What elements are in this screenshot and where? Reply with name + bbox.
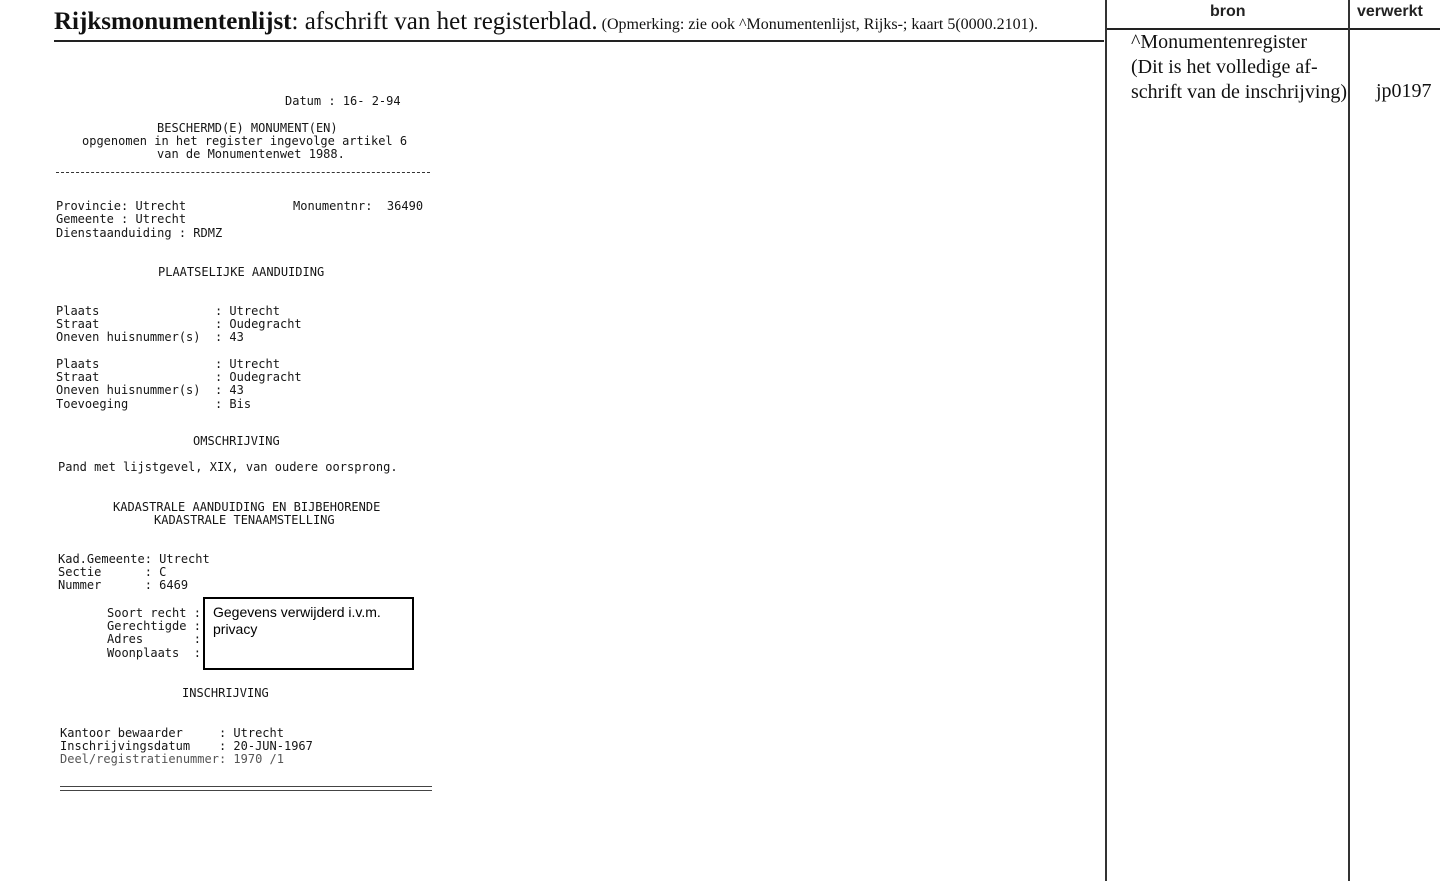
bron-line: (Dit is het volledige af-	[1131, 56, 1318, 78]
rechten-line: Soort recht :	[107, 606, 201, 620]
intro-line-2: opgenomen in het register ingevolge artikel 6	[82, 134, 408, 148]
end-double-rule	[60, 786, 432, 791]
address-line: Straat : Oudegracht	[56, 370, 302, 385]
kadastrale-line: Kad.Gemeente: Utrecht	[58, 552, 210, 566]
address-line: Toevoeging : Bis	[56, 396, 252, 411]
address-block-2	[56, 358, 302, 411]
dashed-separator	[56, 172, 430, 173]
address-line: Plaats : Utrecht	[56, 304, 280, 318]
plaatselijke-heading: PLAATSELIJKE AANDUIDING	[158, 265, 325, 279]
intro-line-1: BESCHERMD(E) MONUMENT(EN)	[157, 121, 338, 135]
address-block-1	[56, 305, 302, 345]
inschrijving-block	[60, 727, 313, 767]
bron-column-divider	[1105, 0, 1107, 881]
kadastrale-heading-1: KADASTRALE AANDUIDING EN BIJBEHORENDE	[113, 500, 381, 514]
header-rule	[54, 40, 1104, 42]
title-rest: : afschrift van het registerblad.	[291, 8, 598, 35]
document-date: Datum : 16- 2-94	[285, 94, 401, 108]
inschrijving-line: Inschrijvingsdatum : 20-JUN-1967	[60, 739, 313, 754]
rechten-labels	[107, 607, 201, 660]
verwerkt-column-label: verwerkt	[1357, 3, 1423, 20]
kadastrale-line: Sectie : C	[58, 565, 167, 580]
gemeente-field: Gemeente : Utrecht	[56, 212, 187, 226]
kadastrale-line: Nummer : 6469	[58, 578, 189, 593]
bron-text	[1131, 30, 1347, 105]
title-bold: Rijksmonumentenlijst	[54, 8, 292, 35]
rechten-line: Adres :	[107, 632, 201, 647]
dienstaanduiding-field: Dienstaanduiding : RDMZ	[56, 226, 223, 240]
inschrijving-heading: INSCHRIJVING	[182, 686, 269, 700]
inschrijving-line: Kantoor bewaarder : Utrecht	[60, 726, 284, 740]
kadastrale-heading-2: KADASTRALE TENAAMSTELLING	[154, 513, 335, 527]
address-line: Straat : Oudegracht	[56, 317, 302, 332]
bron-column-label: bron	[1210, 3, 1246, 20]
privacy-redaction-box: Gegevens verwijderd i.v.m. privacy	[203, 597, 414, 670]
provincie-field: Provincie: Utrecht	[56, 199, 187, 213]
address-line: Oneven huisnummer(s) : 43	[56, 383, 244, 398]
deel-registratienummer: Deel/registratienummer: 1970 /1	[60, 752, 284, 767]
omschrijving-text: Pand met lijstgevel, XIX, van oudere oorsprong.	[58, 460, 398, 474]
page-title	[54, 8, 1038, 36]
intro-line-3: van de Monumentenwet 1988.	[157, 147, 345, 161]
bron-line: ^Monumentenregister	[1131, 31, 1308, 53]
bron-line: schrift van de inschrijving)	[1131, 81, 1348, 103]
omschrijving-heading: OMSCHRIJVING	[193, 434, 280, 448]
address-line: Plaats : Utrecht	[56, 357, 280, 371]
kadastrale-block	[58, 553, 210, 593]
rechten-line: Woonplaats :	[107, 645, 201, 660]
verwerkt-code: jp0197	[1376, 80, 1432, 102]
monumentnr-field: Monumentnr: 36490	[293, 199, 424, 213]
title-remark: (Opmerking: zie ook ^Monumentenlijst, Rijks-; kaart 5(0000.2101).	[597, 16, 1038, 33]
address-line: Oneven huisnummer(s) : 43	[56, 330, 244, 345]
rechten-line: Gerechtigde :	[107, 619, 201, 634]
verwerkt-column-divider	[1348, 0, 1350, 881]
